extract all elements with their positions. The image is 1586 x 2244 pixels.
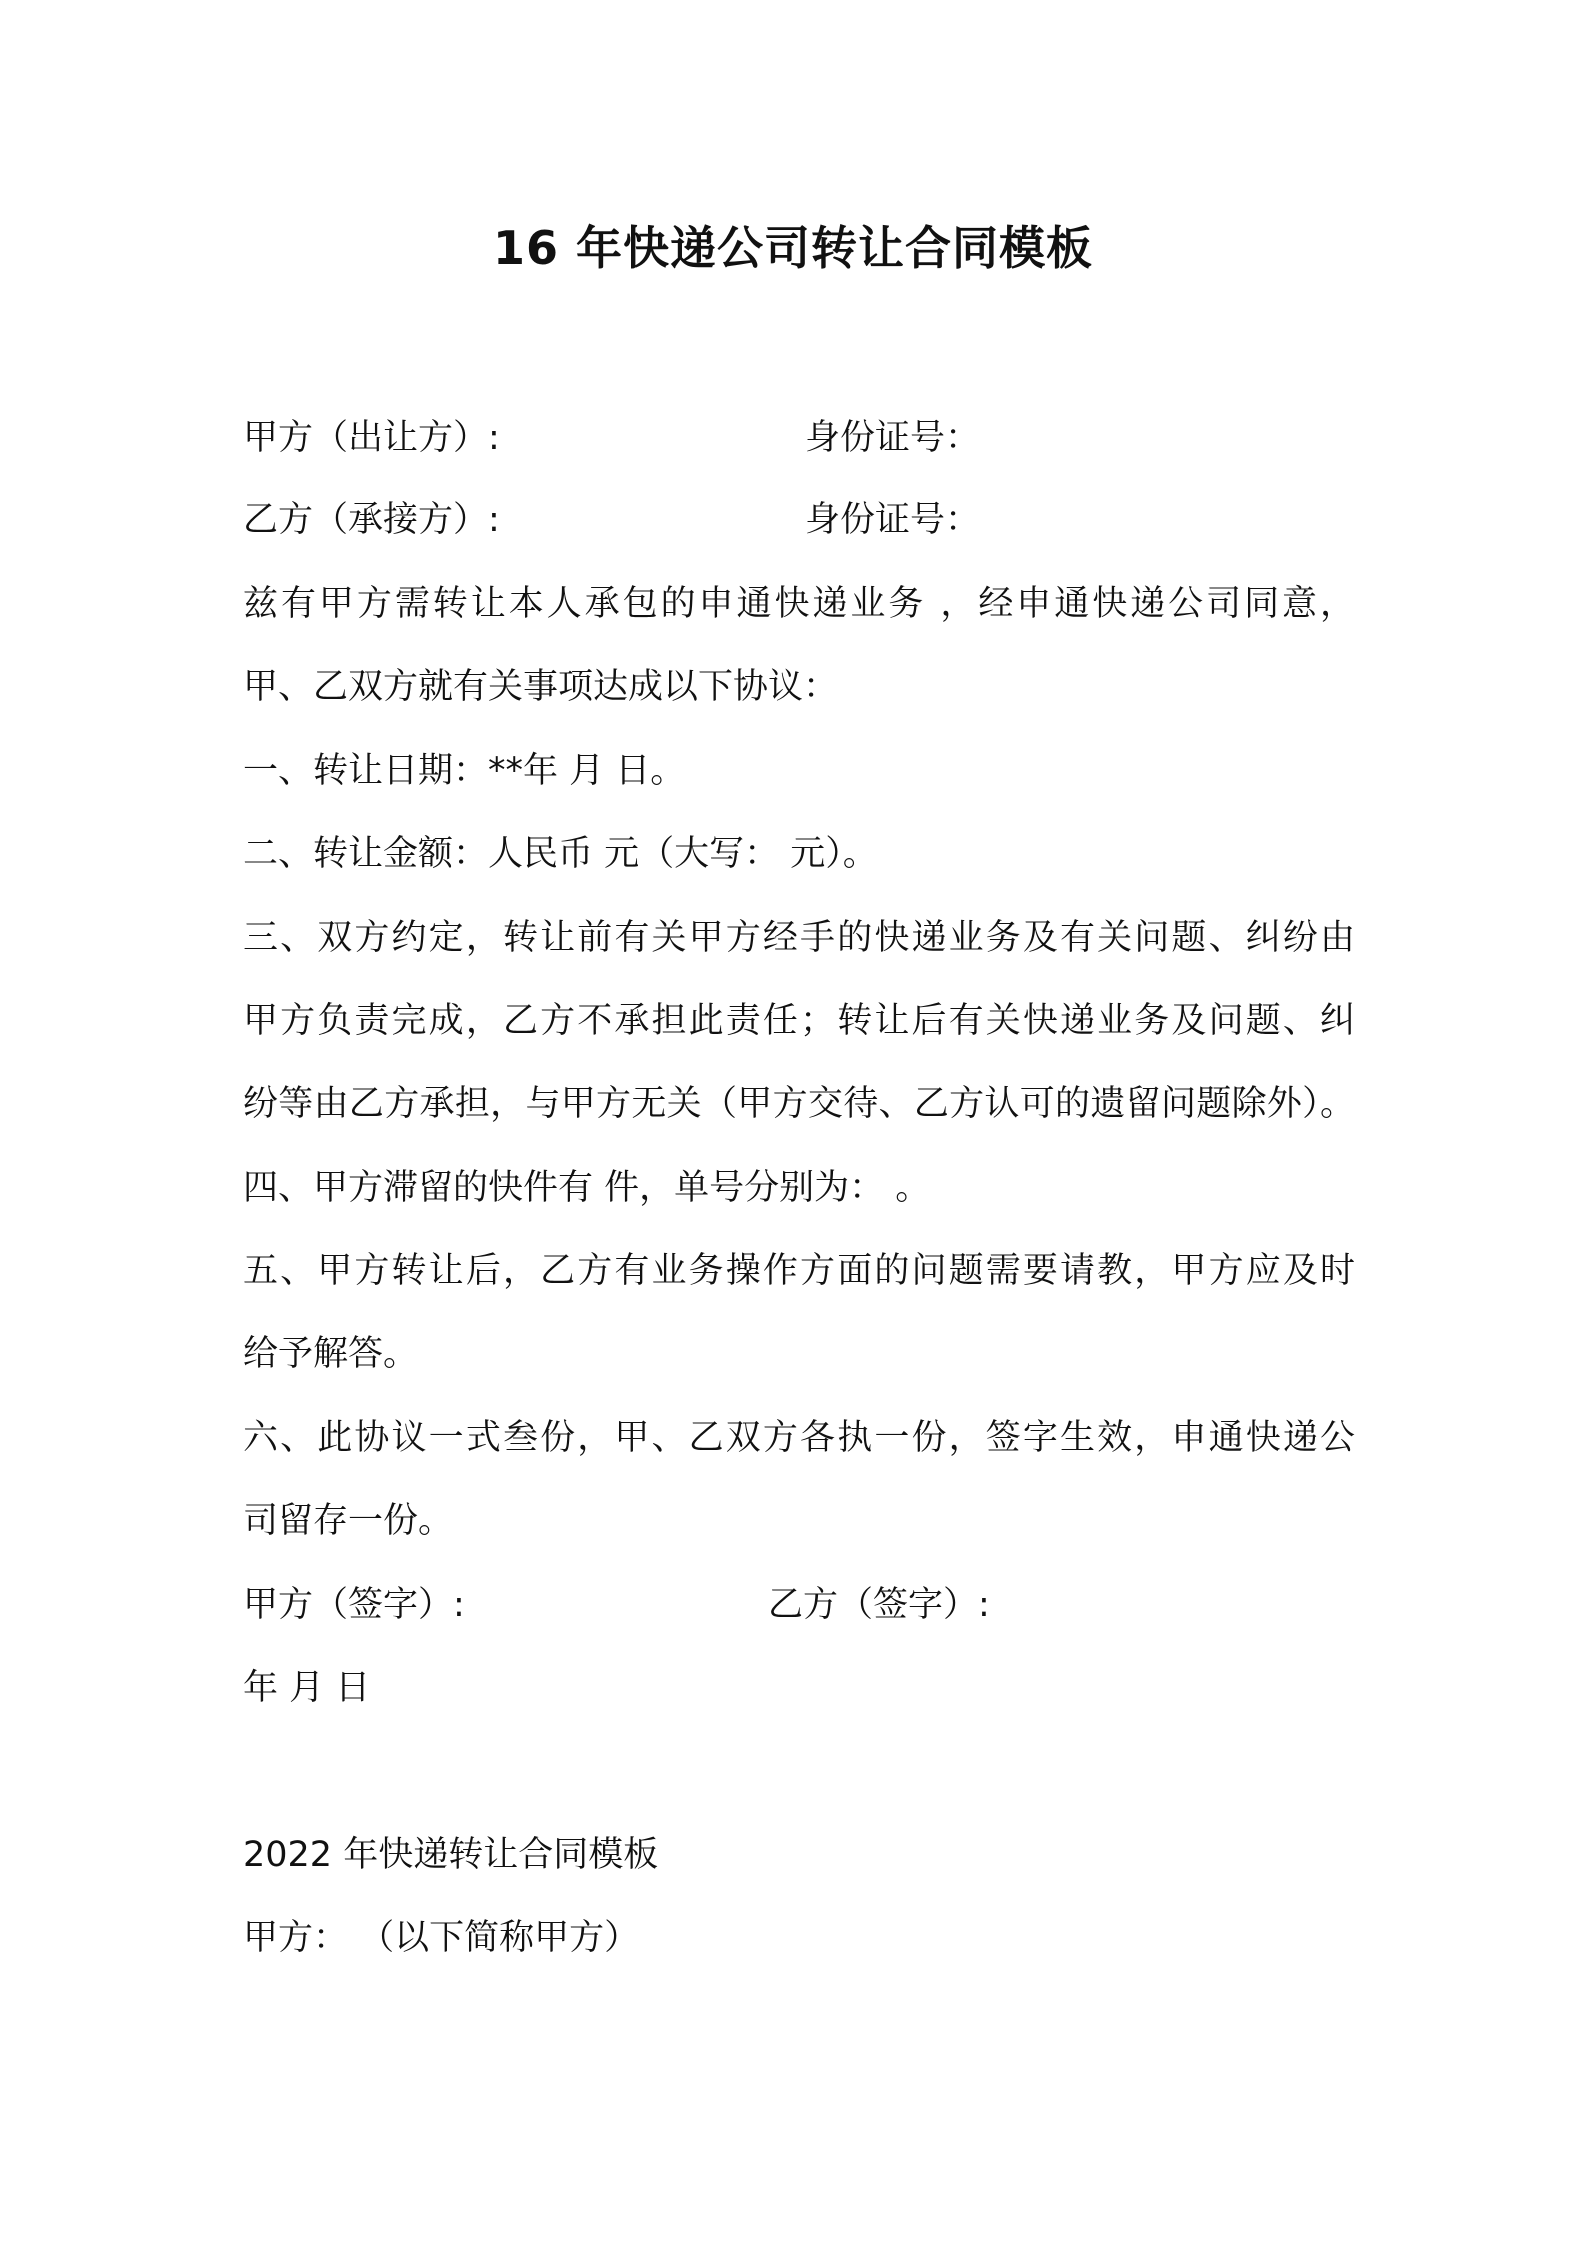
clause-4: 四、甲方滞留的快件有 件，单号分别为： 。 — [243, 1168, 931, 1208]
signature-date: 年 月 日 — [243, 1668, 371, 1708]
clause-3-line-3: 纷等由乙方承担，与甲方无关（甲方交待、乙方认可的遗留问题除外）。 — [243, 1084, 1355, 1124]
signature-party-a: 甲方（签字）: — [243, 1585, 465, 1625]
clause-3-line-1: 三、双方约定，转让前有关甲方经手的快递业务及有关问题、纠纷由 — [243, 918, 1355, 958]
clause-5-line-2: 给予解答。 — [243, 1334, 419, 1374]
intro-line-1: 兹有甲方需转让本人承包的申通快递业务 ，经申通快递公司同意， — [243, 584, 1355, 624]
party-a-id-label: 身份证号： — [805, 418, 981, 458]
clause-6-line-2: 司留存一份。 — [243, 1501, 454, 1541]
party-b-id-label: 身份证号： — [805, 500, 981, 540]
party-a-label: 甲方（出让方）: — [243, 418, 500, 458]
document-title: 16 年快递公司转让合同模板 — [492, 221, 1094, 275]
second-party-a: 甲方： （以下简称甲方） — [243, 1918, 640, 1958]
clause-3-line-2: 甲方负责完成，乙方不承担此责任；转让后有关快递业务及问题、纠 — [243, 1001, 1355, 1041]
clause-2: 二、转让金额：人民币 元（大写： 元）。 — [243, 834, 878, 874]
party-a-row — [243, 416, 500, 460]
intro-line-2: 甲、乙双方就有关事项达成以下协议： — [243, 667, 839, 707]
clause-6-line-1: 六、此协议一式叁份，甲、乙双方各执一份，签字生效，申通快递公 — [243, 1418, 1355, 1458]
party-b-label: 乙方（承接方）: — [243, 500, 500, 540]
clause-1: 一、转让日期：**年 月 日。 — [243, 751, 686, 791]
second-template-title: 2022 年快递转让合同模板 — [243, 1835, 659, 1875]
signature-party-b: 乙方（签字）: — [768, 1585, 990, 1625]
party-b-row — [243, 498, 500, 542]
clause-5-line-1: 五、甲方转让后，乙方有业务操作方面的问题需要请教，甲方应及时 — [243, 1251, 1355, 1291]
